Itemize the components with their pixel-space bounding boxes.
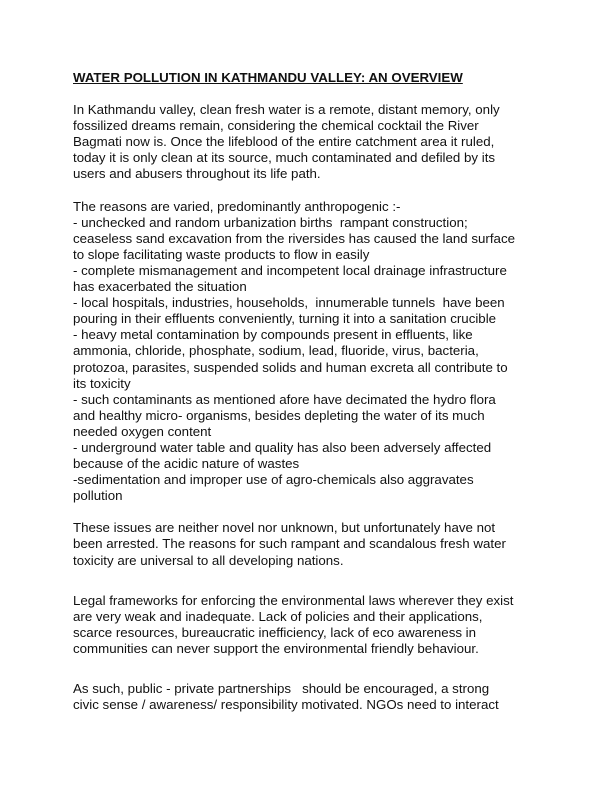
paragraph-spacer (73, 504, 543, 520)
text-line: needed oxygen content (73, 423, 212, 439)
text-line: ammonia, chloride, phosphate, sodium, lead, fluoride, virus, bacteria, (73, 343, 479, 359)
text-line: communities can never support the environmental friendly behaviour. (73, 640, 479, 656)
text-line: pouring in their effluents conveniently, turning it into a sanitation crucible (73, 311, 497, 327)
text-line: As such, public - private partnerships should be encouraged, a strong (73, 681, 490, 696)
paragraph-legal (73, 593, 543, 657)
paragraph-spacer (73, 657, 543, 681)
text-line: because of the acidic nature of wastes (73, 456, 300, 472)
paragraph-spacer (73, 183, 543, 199)
paragraph-spacer (73, 569, 543, 593)
text-line: Bagmati now is. Once the lifeblood of the entire catchment area it ruled, (73, 134, 495, 150)
text-line: are very weak and inadequate. Lack of policies and their applications, (73, 608, 483, 624)
text-line: today it is only clean at its source, much contaminated and defiled by its (73, 150, 496, 166)
paragraph-intro (73, 102, 543, 182)
text-line: and healthy micro- organisms, besides depleting the water of its much (73, 407, 485, 423)
text-line: to slope facilitating waste products to flow in easily (73, 246, 370, 262)
text-line: In Kathmandu valley, clean fresh water is a remote, distant memory, only (73, 102, 500, 118)
text-line: civic sense / awareness/ responsibility motivated. NGOs need to interact (73, 697, 499, 713)
paragraph-issues (73, 520, 543, 568)
text-line: ceaseless sand excavation from the riversides has caused the land surface (73, 230, 515, 246)
text-line: These issues are neither novel nor unknown, but unfortunately have not (73, 520, 496, 536)
text-line: The reasons are varied, predominantly anthropogenic :- (73, 198, 401, 214)
text-line: its toxicity (73, 375, 131, 391)
text-line: - unchecked and random urbanization births rampant construction; (73, 214, 468, 230)
text-line: pollution (73, 488, 123, 504)
text-line: toxicity are universal to all developing nations. (73, 552, 344, 568)
document-title: WATER POLLUTION IN KATHMANDU VALLEY: AN OVERVIEW (73, 70, 463, 85)
text-line: fossilized dreams remain, considering the chemical cocktail the River (73, 118, 479, 134)
text-line: scarce resources, bureaucratic inefficiency, lack of eco awareness in (73, 624, 477, 640)
text-line: -sedimentation and improper use of agro-chemicals also aggravates (73, 472, 474, 488)
text-line: been arrested. The reasons for such rampant and scandalous fresh water (73, 536, 506, 552)
text-line: - local hospitals, industries, households, innumerable tunnels have been (73, 295, 505, 311)
text-line: has exacerbated the situation (73, 279, 247, 295)
text-line: - heavy metal contamination by compounds present in effluents, like (73, 327, 473, 343)
paragraph-partnerships (73, 681, 543, 713)
text-line: Legal frameworks for enforcing the environmental laws wherever they exist (73, 592, 514, 608)
text-line: - complete mismanagement and incompetent local drainage infrastructure (73, 262, 507, 278)
text-line: - such contaminants as mentioned afore have decimated the hydro flora (73, 391, 496, 407)
paragraph-reasons (73, 199, 543, 505)
text-line: - underground water table and quality has also been adversely affected (73, 439, 492, 455)
document-page (73, 70, 543, 713)
text-line: protozoa, parasites, suspended solids and human excreta all contribute to (73, 359, 508, 375)
text-line: users and abusers throughout its life path. (73, 166, 321, 182)
